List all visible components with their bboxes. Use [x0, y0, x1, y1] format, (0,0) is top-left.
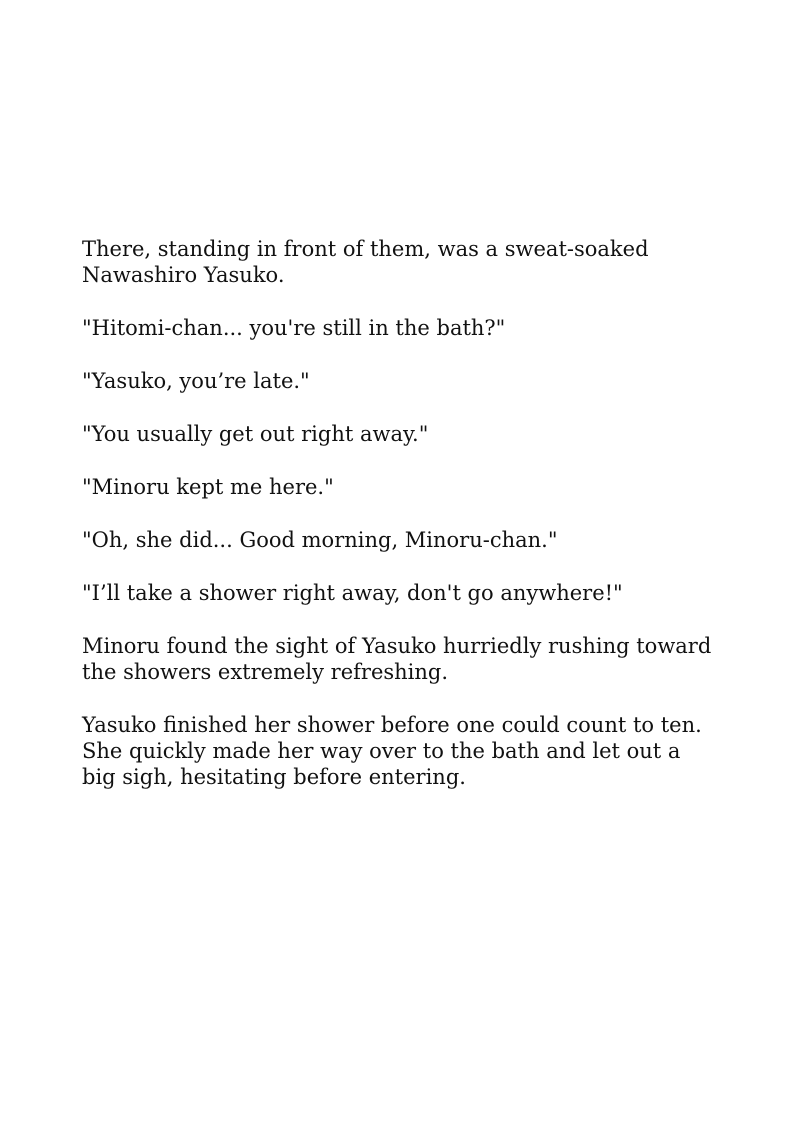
text-line: "I’ll take a shower right away, don't go anywhere!" — [82, 581, 623, 605]
text-line: There, standing in front of them, was a sweat-soaked — [82, 237, 649, 261]
paragraph-9 — [82, 712, 762, 790]
story-text — [82, 236, 762, 817]
text-line: She quickly made her way over to the bath and let out a — [82, 739, 681, 763]
text-line: Yasuko finished her shower before one could count to ten. — [82, 713, 702, 737]
paragraph-8 — [82, 633, 762, 685]
paragraph-6 — [82, 527, 762, 553]
text-line: "Minoru kept me here." — [82, 475, 334, 499]
paragraph-5 — [82, 474, 762, 500]
text-line: "Oh, she did... Good morning, Minoru-chan." — [82, 528, 558, 552]
text-line: Minoru found the sight of Yasuko hurriedly rushing toward — [82, 634, 712, 658]
text-line: big sigh, hesitating before entering. — [82, 765, 466, 789]
text-line: "You usually get out right away." — [82, 422, 429, 446]
paragraph-3 — [82, 368, 762, 394]
paragraph-4 — [82, 421, 762, 447]
text-line: the showers extremely refreshing. — [82, 660, 449, 684]
paragraph-7 — [82, 580, 762, 606]
text-line: "Hitomi-chan... you're still in the bath?" — [82, 316, 506, 340]
paragraph-2 — [82, 315, 762, 341]
paragraph-1 — [82, 236, 762, 288]
text-line: Nawashiro Yasuko. — [82, 263, 285, 287]
text-line: "Yasuko, you’re late." — [82, 369, 310, 393]
